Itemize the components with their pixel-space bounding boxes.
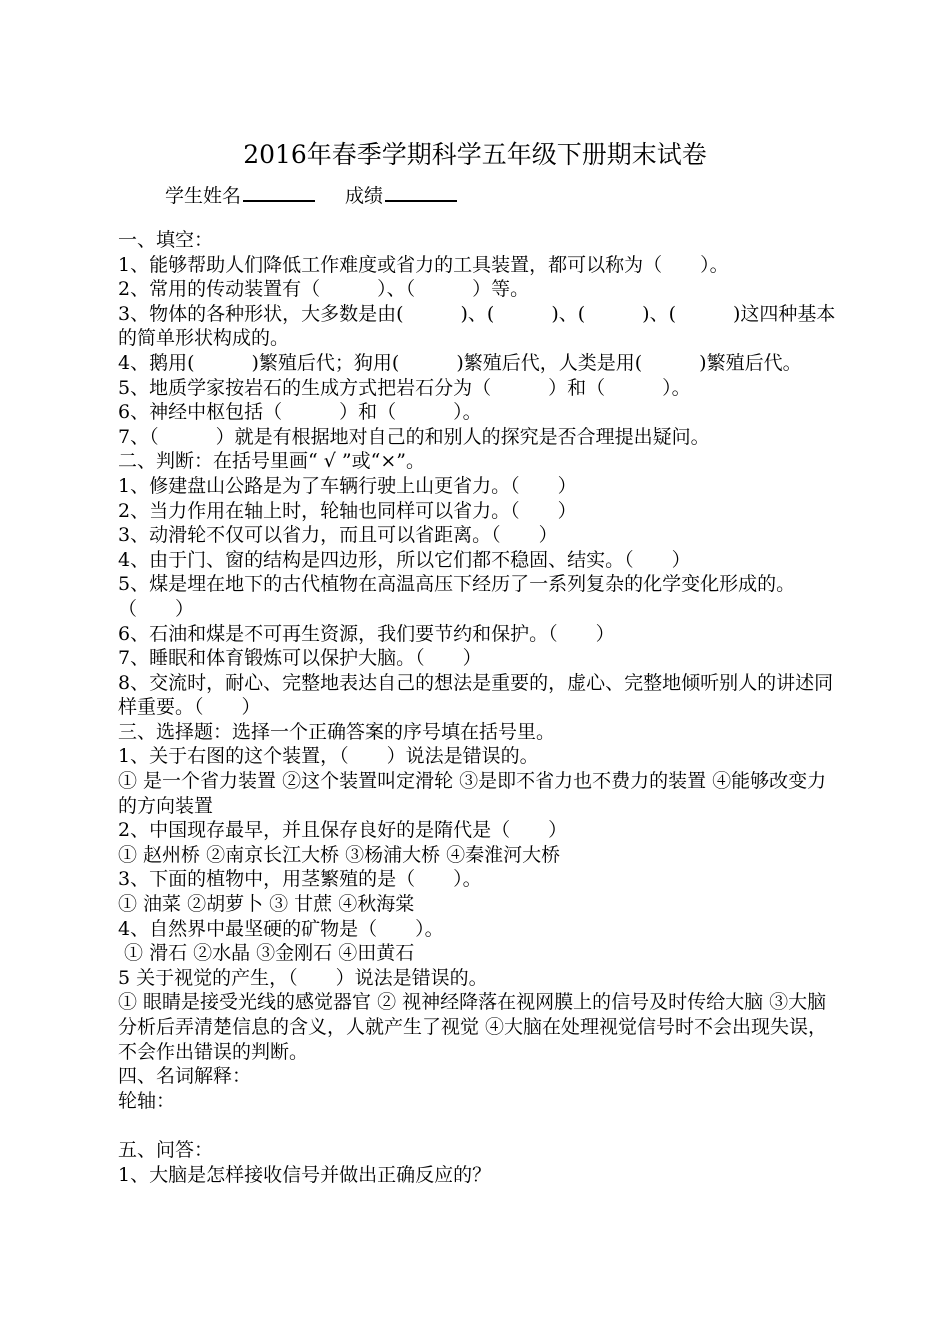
question-item: 3、物体的各种形状，大多数是由( )、( )、( )、( )这四种基本的简单形状构成的。: [118, 302, 836, 350]
answer-options: ① 油菜 ②胡萝卜 ③ 甘蔗 ④秋海棠: [118, 893, 415, 916]
answer-options: ① 滑石 ②水晶 ③金刚石 ④田黄石: [118, 942, 415, 965]
question-item: 2、当力作用在轴上时，轮轴也同样可以省力。（ ）: [118, 499, 577, 522]
student-name-blank[interactable]: [243, 180, 315, 202]
exam-body: [118, 228, 845, 1187]
section-heading: 三、选择题：选择一个正确答案的序号填在括号里。: [118, 720, 556, 743]
question-item: 4、自然界中最坚硬的矿物是（ ）。: [118, 917, 444, 940]
question-item: 5 关于视觉的产生，（ ）说法是错误的。: [118, 966, 488, 989]
student-name-label: 学生姓名: [165, 185, 242, 207]
answer-options: ① 眼睛是接受光线的感觉器官 ② 视神经降落在视网膜上的信号及时传给大脑 ③大脑分析后弄清楚信息的含义，人就产生了视觉 ④大脑在处理视觉信号时不会出现失误，不会作出错误的判断。: [118, 991, 828, 1063]
question-item: 7、（ ）就是有根据地对自己的和别人的探究是否合理提出疑问。: [118, 425, 710, 448]
question-item: 1、大脑是怎样接收信号并做出正确反应的？: [118, 1163, 492, 1186]
question-item: 5、煤是埋在地下的古代植物在高温高压下经历了一系列复杂的化学变化形成的。（ ）: [118, 573, 796, 620]
question-item: 2、常用的传动装置有（ ）、（ ）等。: [118, 278, 530, 301]
section-heading: 二、判断：在括号里画“ √ ”或“×”。: [118, 450, 425, 473]
question-item: 8、交流时，耐心、完整地表达自己的想法是重要的，虚心、完整地倾听别人的讲述同样重要。（ ）: [118, 671, 834, 719]
score-label: 成绩: [345, 185, 384, 207]
question-item: 5、地质学家按岩石的生成方式把岩石分为（ ）和（ ）。: [118, 376, 691, 399]
section-heading: 四、名词解释：: [118, 1065, 252, 1088]
question-item: 1、修建盘山公路是为了车辆行驶上山更省力。（ ）: [118, 474, 577, 497]
section-heading: 五、问答：: [118, 1138, 214, 1161]
question-item: 3、动滑轮不仅可以省力，而且可以省距离。（ ）: [118, 524, 558, 547]
question-item: 1、关于右图的这个装置，（ ）说法是错误的。: [118, 745, 539, 768]
term-item: 轮轴：: [118, 1089, 176, 1112]
question-item: 6、神经中枢包括（ ）和（ ）。: [118, 401, 482, 424]
answer-options: ① 赵州桥 ②南京长江大桥 ③杨浦大桥 ④秦淮河大桥: [118, 843, 561, 866]
question-item: 4、鹅用( )繁殖后代；狗用( )繁殖后代，人类是用( )繁殖后代。: [118, 351, 802, 374]
question-item: 1、能够帮助人们降低工作难度或省力的工具装置，都可以称为（ ）。: [118, 253, 729, 276]
question-item: 4、由于门、窗的结构是四边形，所以它们都不稳固、结实。（ ）: [118, 548, 691, 571]
question-item: 7、睡眠和体育锻炼可以保护大脑。（ ）: [118, 647, 482, 670]
score-blank[interactable]: [385, 180, 457, 202]
student-info-row: [165, 180, 457, 209]
section-heading: 一、填空：: [118, 229, 214, 251]
question-item: 3、下面的植物中，用茎繁殖的是（ ）。: [118, 868, 482, 891]
answer-options: ① 是一个省力装置 ②这个装置叫定滑轮 ③是即不省力也不费力的装置 ④能够改变力的方向装置: [118, 770, 827, 817]
page-title: 2016年春季学期科学五年级下册期末试卷: [243, 140, 707, 169]
question-item: 6、石油和煤是不可再生资源，我们要节约和保护。（ ）: [118, 622, 615, 645]
question-item: 2、中国现存最早，并且保存良好的是隋代是（ ）: [118, 819, 568, 842]
answer-space[interactable]: [118, 1113, 845, 1138]
